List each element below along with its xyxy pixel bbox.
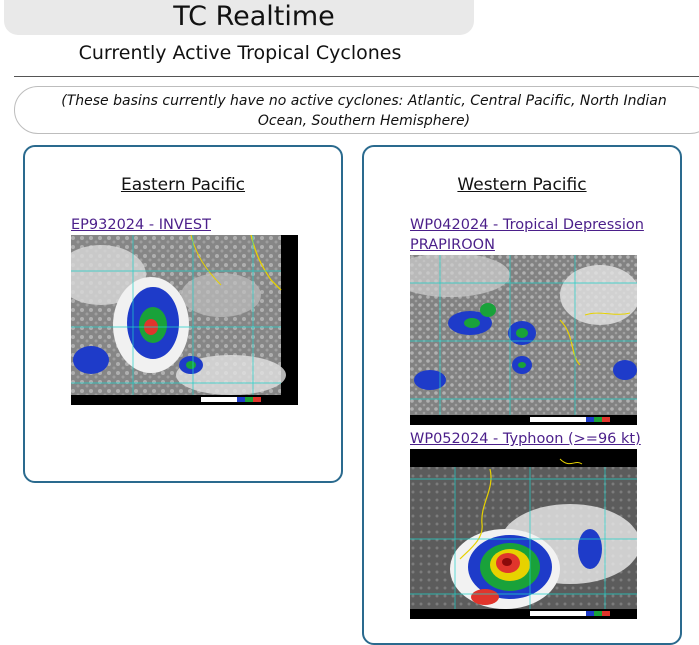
storm-link-wp052024[interactable]: WP052024 - Typhoon (>=96 kt) xyxy=(410,431,641,447)
storm-link-wp042024[interactable]: WP042024 - Tropical Depression PRAPIROON xyxy=(410,217,644,253)
site-title: TC Realtime xyxy=(173,1,335,32)
basin-title-eastern-pacific: Eastern Pacific xyxy=(120,175,246,195)
storm-link-ep932024[interactable]: EP932024 - INVEST xyxy=(71,217,211,233)
satellite-image-ep932024[interactable] xyxy=(71,235,298,405)
basin-title-western-pacific: Western Pacific xyxy=(457,175,587,195)
page-subtitle: Currently Active Tropical Cyclones xyxy=(78,42,402,64)
basin-card-western-pacific xyxy=(362,145,682,645)
basin-card-eastern-pacific xyxy=(23,145,343,483)
divider xyxy=(14,76,699,77)
satellite-image-wp052024[interactable] xyxy=(410,449,637,619)
satellite-image-wp042024[interactable] xyxy=(410,255,637,425)
inactive-basins-notice xyxy=(14,86,699,134)
inactive-basins-text: (These basins currently have no active cyclones: Atlantic, Central Pacific, North Indian Ocean, Southern Hemisphere) xyxy=(61,93,667,129)
